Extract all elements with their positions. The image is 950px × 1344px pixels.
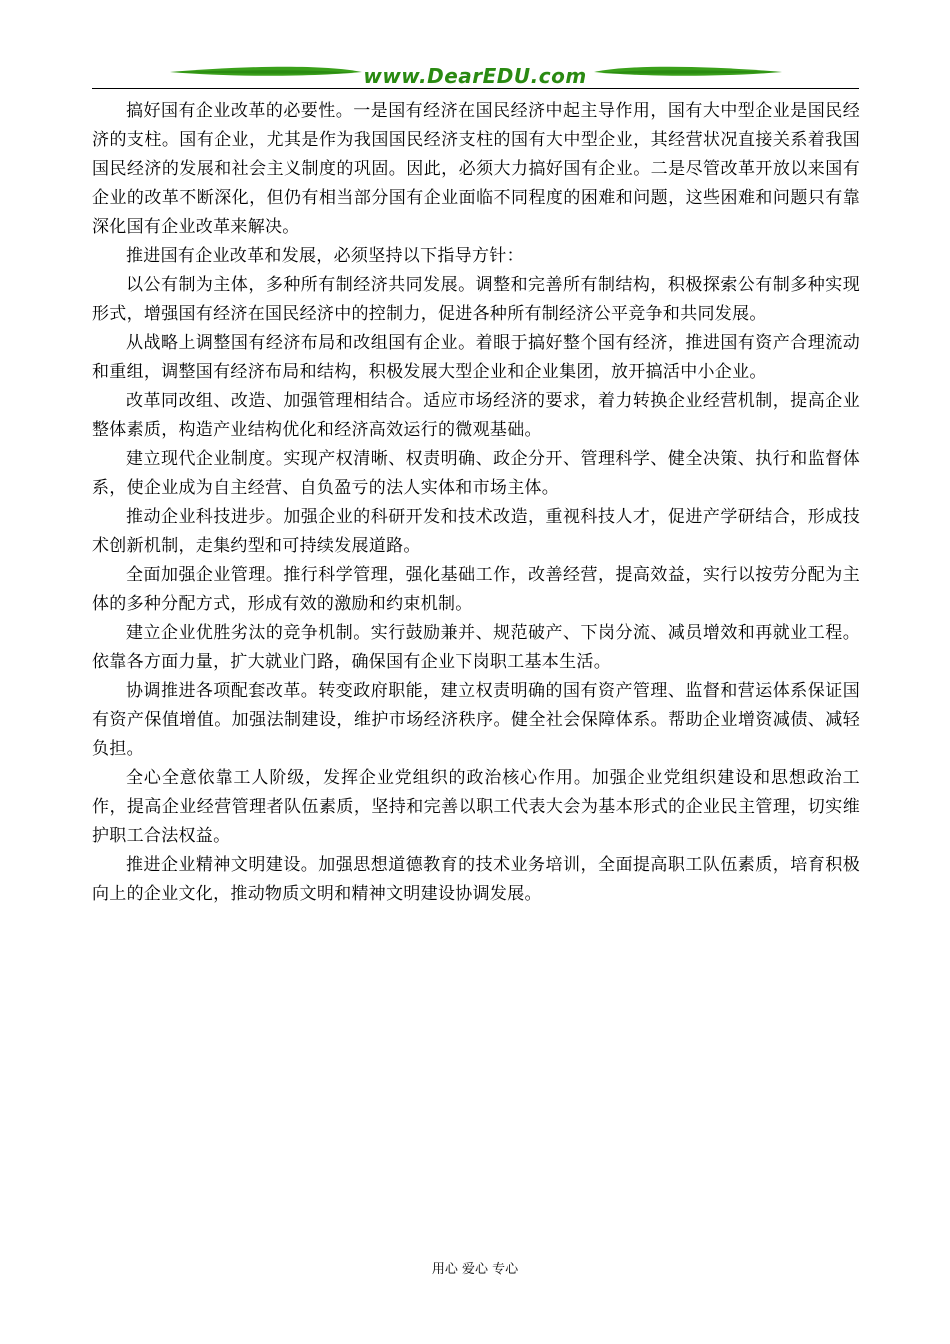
paragraph: 推进国有企业改革和发展，必须坚持以下指导方针： (126, 246, 524, 266)
page-header (92, 60, 858, 90)
header-divider (92, 88, 859, 89)
paragraph: 全面加强企业管理。推行科学管理，强化基础工作，改善经营，提高效益，实行以按劳分配为主体的多种分配方式，形成有效的激励和约束机制。 (92, 565, 860, 614)
paragraph: 搞好国有企业改革的必要性。一是国有经济在国民经济中起主导作用，国有大中型企业是国民经济的支柱。国有企业，尤其是作为我国国民经济支柱的国有大中型企业，其经营状况直接关系着我国国民经济的发展和社会主义制度的巩固。因此，必须大力搞好国有企业。二是尽管改革开放以来国有企业的改革不断深化，但仍有相当部分国有企业面临不同程度的困难和问题，这些困难和问题只有靠深化国有企业改革来解决。 (92, 101, 860, 237)
document-body (92, 97, 860, 909)
paragraph: 推进企业精神文明建设。加强思想道德教育的技术业务培训，全面提高职工队伍素质，培育积极向上的企业文化，推动物质文明和精神文明建设协调发展。 (92, 855, 860, 904)
paragraph: 全心全意依靠工人阶级，发挥企业党组织的政治核心作用。加强企业党组织建设和思想政治工作，提高企业经营管理者队伍素质，坚持和完善以职工代表大会为基本形式的企业民主管理，切实维护职工合法权益。 (92, 768, 860, 846)
paragraph: 以公有制为主体，多种所有制经济共同发展。调整和完善所有制结构，积极探索公有制多种实现形式，增强国有经济在国民经济中的控制力，促进各种所有制经济公平竞争和共同发展。 (92, 275, 860, 324)
page-footer-slogan: 用心 爱心 专心 (431, 1262, 519, 1277)
paragraph: 改革同改组、改造、加强管理相结合。适应市场经济的要求，着力转换企业经营机制，提高企业整体素质，构造产业结构优化和经济高效运行的微观基础。 (92, 391, 860, 440)
paragraph: 推动企业科技进步。加强企业的科研开发和技术改造，重视科技人才，促进产学研结合，形成技术创新机制，走集约型和可持续发展道路。 (92, 507, 860, 556)
site-url-logo: www.DearEDU.com (363, 64, 587, 88)
paragraph: 从战略上调整国有经济布局和改组国有企业。着眼于搞好整个国有经济，推进国有资产合理流动和重组，调整国有经济布局和结构，积极发展大型企业和企业集团，放开搞活中小企业。 (92, 333, 860, 382)
paragraph: 建立企业优胜劣汰的竞争机制。实行鼓励兼并、规范破产、下岗分流、减员增效和再就业工程。依靠各方面力量，扩大就业门路，确保国有企业下岗职工基本生活。 (92, 623, 860, 672)
paragraph: 建立现代企业制度。实现产权清晰、权责明确、政企分开、管理科学、健全决策、执行和监督体系，使企业成为自主经营、自负盈亏的法人实体和市场主体。 (92, 449, 860, 498)
paragraph: 协调推进各项配套改革。转变政府职能，建立权责明确的国有资产管理、监督和营运体系保证国有资产保值增值。加强法制建设，维护市场经济秩序。健全社会保障体系。帮助企业增资减债、减轻负担。 (92, 681, 860, 759)
